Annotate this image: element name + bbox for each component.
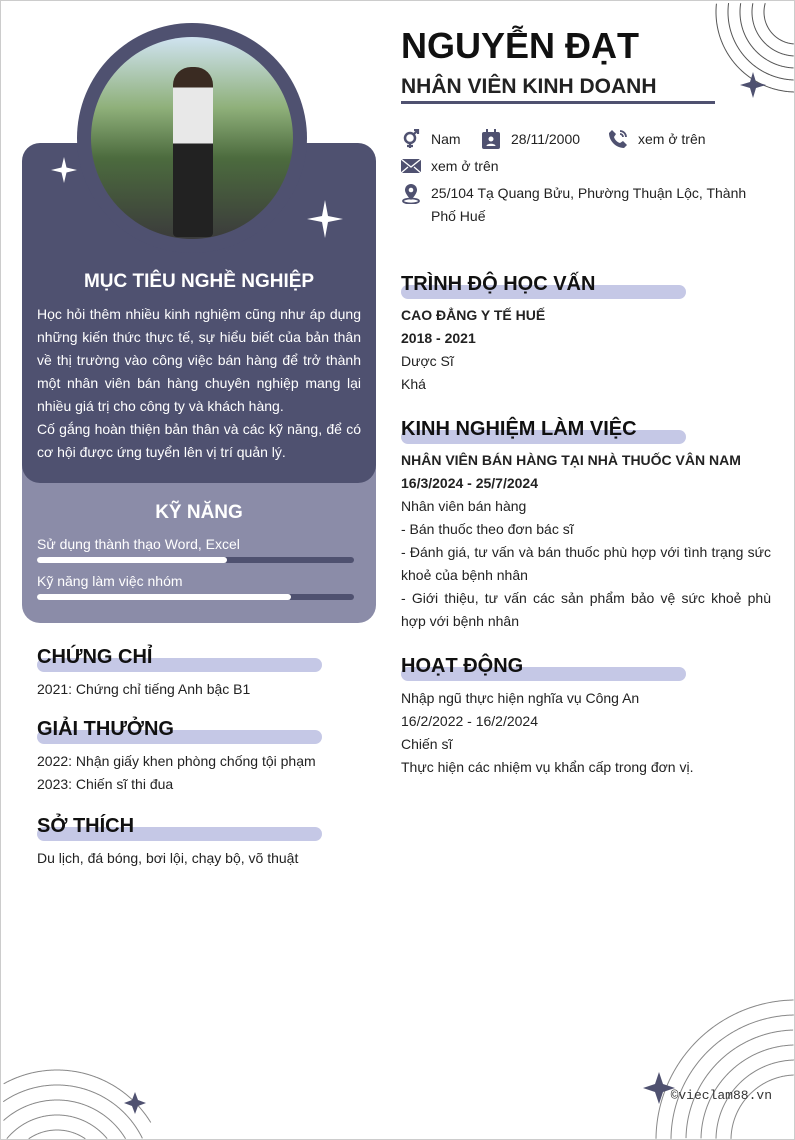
activity-name: Nhập ngũ thực hiện nghĩa vụ Công An bbox=[401, 690, 640, 706]
experience-line: - Giới thiệu, tư vấn các sản phẩm bảo vệ sức khoẻ phù hợp với bệnh nhân bbox=[401, 590, 771, 629]
skill-bar bbox=[37, 557, 354, 563]
award-item: 2023: Chiến sĩ thi đua bbox=[37, 776, 174, 792]
gender-icon bbox=[401, 129, 421, 149]
avatar-photo bbox=[91, 37, 293, 239]
decorative-arc bbox=[731, 1075, 794, 1139]
decorative-arc bbox=[671, 1015, 794, 1139]
skill-label: Kỹ năng làm việc nhóm bbox=[37, 573, 183, 589]
education-period: 2018 - 2021 bbox=[401, 330, 476, 346]
education-grade: Khá bbox=[401, 376, 426, 392]
envelope-icon bbox=[401, 156, 421, 176]
skill-bar-fill bbox=[37, 594, 291, 600]
awards-heading: GIẢI THƯỞNG bbox=[37, 718, 174, 741]
phone-info: xem ở trên bbox=[608, 129, 706, 149]
experience-line: - Đánh giá, tư vấn và bán thuốc phù hợp với tình trạng sức khoẻ của bệnh nhân bbox=[401, 544, 771, 583]
certificate-item: 2021: Chứng chỉ tiếng Anh bậc B1 bbox=[37, 681, 251, 697]
skill-item bbox=[37, 536, 354, 563]
experience-company: NHÂN VIÊN BÁN HÀNG TẠI NHÀ THUỐC VÂN NAM bbox=[401, 452, 741, 468]
activity-role: Chiến sĩ bbox=[401, 736, 453, 752]
activity-period: 16/2/2022 - 16/2/2024 bbox=[401, 713, 539, 729]
certificates-heading: CHỨNG CHỈ bbox=[37, 646, 152, 669]
decorative-arcs-bottom-left bbox=[2, 1060, 152, 1140]
email-info: xem ở trên bbox=[401, 156, 499, 176]
award-item: 2022: Nhận giấy khen phòng chống tội phạm bbox=[37, 753, 316, 769]
decorative-arcs-bottom-right bbox=[641, 960, 795, 1140]
decorative-arc bbox=[7, 1115, 107, 1139]
objective-paragraph: Học hỏi thêm nhiều kinh nghiệm cũng như áp dụng những kiến thức thực tế, sự hiểu biết của bản thân về thị trường vào công việc bán hàng để trở thành một nhân viên bán hàng chuyên nghiệp mang lại nhiều giá trị cho công ty và khách hàng. bbox=[37, 306, 361, 414]
decorative-arc bbox=[656, 1000, 794, 1139]
skill-bar bbox=[37, 594, 354, 600]
job-title: NHÂN VIÊN KINH DOANH bbox=[401, 75, 715, 104]
activities-heading: HOẠT ĐỘNG bbox=[401, 655, 523, 678]
decorative-arc bbox=[4, 1070, 151, 1123]
education-major: Dược Sĩ bbox=[401, 353, 454, 369]
hobby-item: Du lịch, đá bóng, bơi lội, chạy bộ, võ thuật bbox=[37, 850, 299, 866]
sparkle-icon bbox=[307, 200, 343, 238]
full-name: NGUYỄN ĐẠT bbox=[401, 25, 640, 66]
objective-paragraph: Cố gắng hoàn thiện bản thân và các kỹ năng, để có cơ hội được ứng tuyển lên vị trí quản lý. bbox=[37, 421, 361, 460]
decorative-arc bbox=[752, 3, 794, 56]
sparkle-icon bbox=[51, 157, 77, 183]
experience-details bbox=[401, 518, 771, 633]
calendar-icon bbox=[481, 129, 501, 149]
address-info: 25/104 Tạ Quang Bửu, Phường Thuận Lộc, Thành Phố Huế bbox=[401, 183, 771, 228]
decorative-arc bbox=[3, 1085, 142, 1138]
experience-position: Nhân viên bán hàng bbox=[401, 498, 527, 514]
objective-text bbox=[37, 303, 361, 464]
decorative-arc bbox=[3, 1100, 125, 1139]
watermark: ©vieclam88.vn bbox=[670, 1088, 772, 1103]
sparkle-icon bbox=[740, 72, 766, 98]
location-pin-icon bbox=[401, 184, 421, 204]
decorative-arc bbox=[740, 3, 794, 68]
decorative-arc bbox=[29, 1130, 86, 1139]
skills-title: KỸ NĂNG bbox=[155, 502, 243, 523]
decorative-arcs-top-right bbox=[701, 2, 795, 112]
birthday-info: 28/11/2000 bbox=[481, 129, 580, 149]
hobbies-heading: SỞ THÍCH bbox=[37, 815, 134, 838]
phone-icon bbox=[608, 129, 628, 149]
experience-line: - Bán thuốc theo đơn bác sĩ bbox=[401, 521, 574, 537]
skill-label: Sử dụng thành thạo Word, Excel bbox=[37, 536, 240, 552]
education-heading: TRÌNH ĐỘ HỌC VẤN bbox=[401, 273, 595, 296]
decorative-arc bbox=[764, 3, 794, 44]
experience-heading: KINH NGHIỆM LÀM VIỆC bbox=[401, 418, 637, 441]
experience-period: 16/3/2024 - 25/7/2024 bbox=[401, 475, 539, 491]
objective-title: MỤC TIÊU NGHỀ NGHIỆP bbox=[83, 271, 315, 292]
school-name: CAO ĐẲNG Y TẾ HUẾ bbox=[401, 307, 546, 323]
activity-description: Thực hiện các nhiệm vụ khẩn cấp trong đơn vị. bbox=[401, 759, 694, 775]
decorative-arc bbox=[686, 1030, 793, 1138]
skill-bar-fill bbox=[37, 557, 227, 563]
skill-item bbox=[37, 573, 354, 600]
gender-info: Nam bbox=[401, 129, 461, 149]
